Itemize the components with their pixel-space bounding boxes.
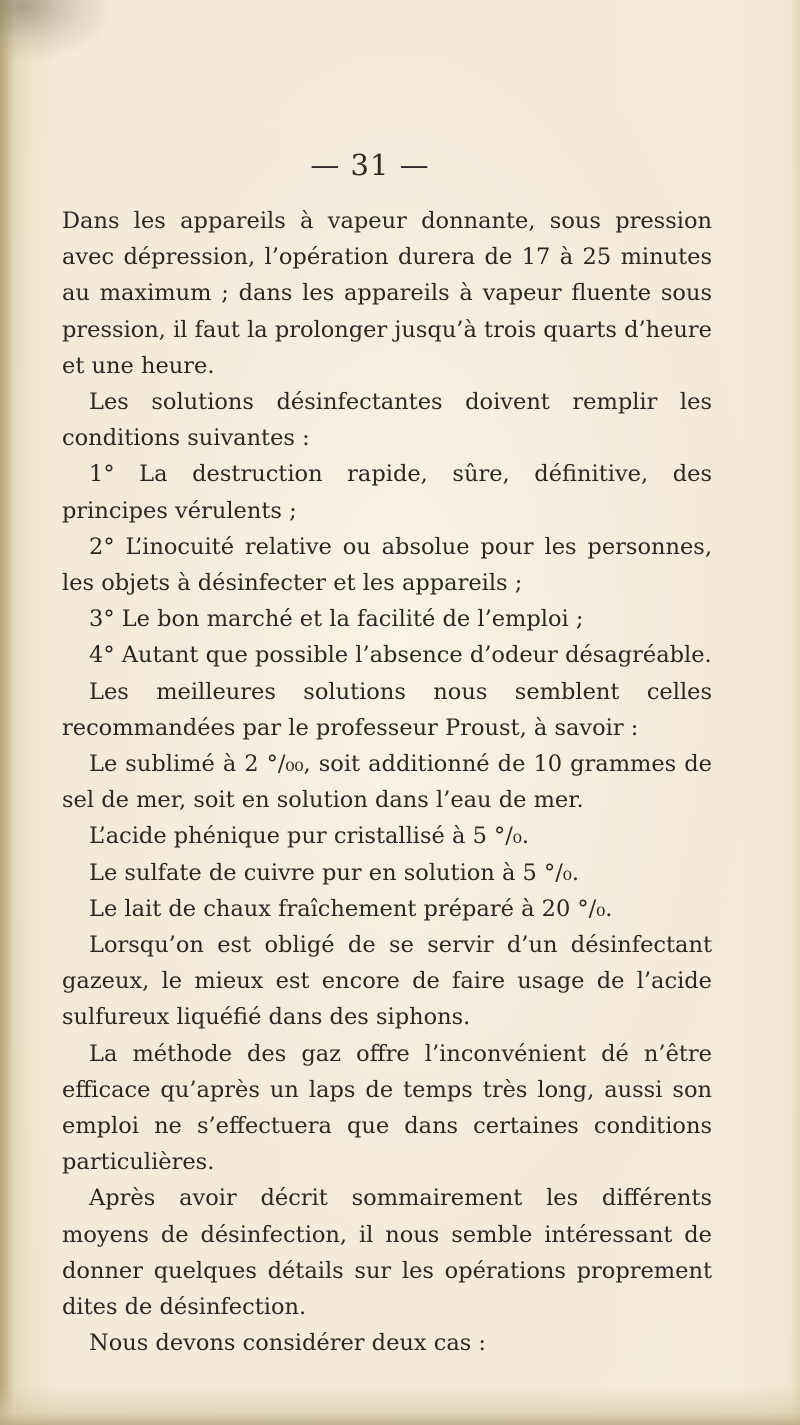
paragraph-gazeux: Lorsqu’on est obligé de se servir d’un désinfectant gazeux, le mieux est encore de faire usage de l’acide sulfureux liquéfié dans des siphons. <box>62 932 712 1031</box>
body-text <box>62 203 712 1362</box>
solution-lait-chaux: Le lait de chaux fraîchement préparé à 20 °/₀. <box>89 895 613 922</box>
list-item-1: 1° La destruction rapide, sûre, définitive, des principes vérulents ; <box>62 461 712 524</box>
paragraph-vapeur: Dans les appareils à vapeur donnante, sous pression avec dépression, l’opération durera de 17 à 25 minutes au maximum ; dans les appareils à vapeur fluente sous pression, il faut la prolonger jusqu’à trois quarts d’heure et une heure. <box>62 208 712 379</box>
paragraph-methode-gaz: La méthode des gaz offre l’inconvénient dé n’être efficace qu’après un laps de temps très long, aussi son emploi ne s’effectuera que dans certaines conditions particulières. <box>62 1040 712 1176</box>
list-item-2: 2° L’inocuité relative ou absolue pour les personnes, les objets à désinfecter et les appareils ; <box>62 533 712 597</box>
list-item-4: 4° Autant que possible l’absence d’odeur désagréable. <box>89 642 712 669</box>
solution-sublime: Le sublimé à 2 °/₀₀, soit additionné de 10 grammes de sel de mer, soit en solution dans l’eau de mer. <box>62 751 712 814</box>
solution-sulfate-cuivre: Le sulfate de cuivre pur en solution à 5 °/₀. <box>89 859 579 886</box>
corner-stain <box>0 0 110 60</box>
paragraph-apres: Après avoir décrit sommairement les différents moyens de désinfection, il nous semble intéressant de donner quelques détails sur les opérations proprement dites de désinfection. <box>62 1185 712 1321</box>
paragraph-conditions: Les solutions désinfectantes doivent remplir les conditions suivantes : <box>62 389 712 452</box>
page-number: — 31 — <box>310 148 430 182</box>
list-item-3: 3° Le bon marché et la facilité de l’emploi ; <box>89 606 584 633</box>
solution-acide-phenique: L’acide phénique pur cristallisé à 5 °/₀. <box>89 823 530 850</box>
page-left-edge <box>0 0 14 1425</box>
paragraph-solutions: Les meilleures solutions nous semblent celles recommandées par le professeur Proust, à savoir : <box>62 678 712 741</box>
page-bottom-edge <box>0 1385 800 1425</box>
paragraph-deux-cas: Nous devons considérer deux cas : <box>89 1330 487 1357</box>
